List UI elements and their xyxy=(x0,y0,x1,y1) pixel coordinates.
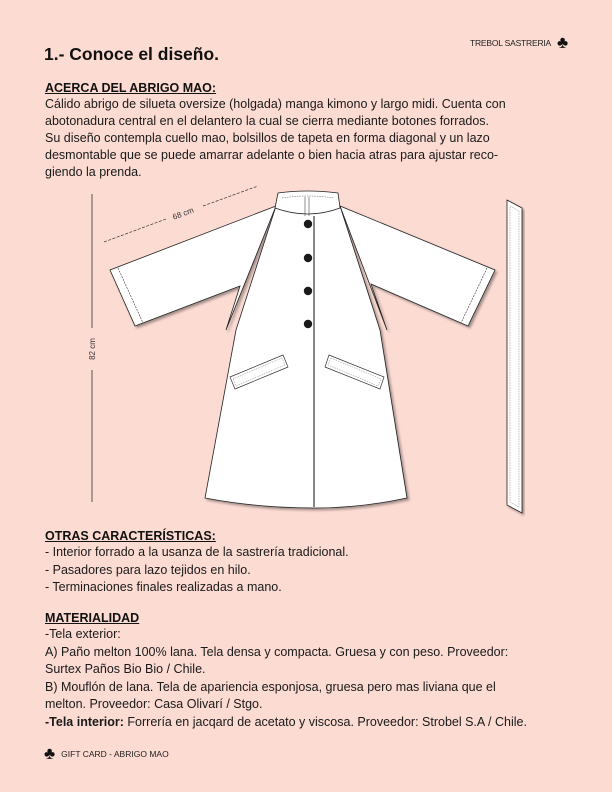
other-features-section xyxy=(45,528,575,597)
exterior-label: -Tela exterior: xyxy=(45,627,121,641)
detachable-belt xyxy=(507,200,522,513)
length-dimension xyxy=(88,194,97,502)
button xyxy=(304,320,312,328)
materials-heading: MATERIALIDAD xyxy=(45,611,140,625)
page-title: 1.- Conoce el diseño. xyxy=(44,44,220,64)
option-a-line1: A) Paño melton 100% lana. Tela densa y compacta. Gruesa y con peso. Proveedor: xyxy=(45,644,509,659)
interior-line xyxy=(45,714,585,732)
width-line-left xyxy=(104,219,166,242)
about-description xyxy=(45,96,575,181)
about-line: giendo la prenda. xyxy=(45,165,142,179)
width-label: 68 cm xyxy=(171,205,195,222)
length-label: 82 cm xyxy=(88,338,97,360)
materials-section xyxy=(45,610,585,731)
other-heading: OTRAS CARACTERÍSTICAS: xyxy=(45,529,216,543)
footer xyxy=(44,745,169,762)
collar-band xyxy=(275,191,340,214)
brand-header xyxy=(470,34,568,51)
button xyxy=(304,287,312,295)
about-line: abotonadura central en el delantero la cual se cierra mediante botones forrados. xyxy=(45,114,490,128)
feature-item: - Pasadores para lazo tejidos en hilo. xyxy=(45,562,251,577)
button xyxy=(304,220,312,228)
option-a-line2: Surtex Paños Bio Bio / Chile. xyxy=(45,662,206,676)
feature-item: - Terminaciones finales realizadas a mano. xyxy=(45,580,282,594)
interior-label: -Tela interior: xyxy=(45,714,124,729)
club-icon: ♣ xyxy=(44,744,56,763)
about-line: Cálido abrigo de silueta oversize (holgada) manga kimono y largo midi. Cuenta con xyxy=(45,97,506,111)
button xyxy=(304,254,312,262)
coat-body xyxy=(110,206,495,508)
interior-text: Forrería en jacqard de acetato y viscosa. Proveedor: Strobel S.A / Chile. xyxy=(123,714,527,729)
feature-item: - Interior forrado a la usanza de la sastrería tradicional. xyxy=(45,545,349,559)
coat-illustration xyxy=(0,180,612,525)
brand-name: TREBOL SASTRERIA xyxy=(469,37,552,48)
width-line-right xyxy=(203,186,258,206)
footer-text: GIFT CARD - ABRIGO MAO xyxy=(61,748,169,759)
about-line: Su diseño contempla cuello mao, bolsillos de tapeta en forma diagonal y un lazo xyxy=(45,131,490,145)
about-line: desmontable que se puede amarrar adelante o bien hacia atras para ajustar reco- xyxy=(45,148,499,162)
about-heading: ACERCA DEL ABRIGO MAO: xyxy=(45,81,217,95)
option-b-line1: B) Mouflón de lana. Tela de apariencia esponjosa, gruesa pero mas liviana que el xyxy=(45,679,496,694)
club-icon: ♣ xyxy=(557,33,568,52)
features-list xyxy=(45,544,575,597)
option-b-line2: melton. Proveedor: Casa Olivarí / Stgo. xyxy=(45,697,263,711)
about-section xyxy=(45,80,575,181)
